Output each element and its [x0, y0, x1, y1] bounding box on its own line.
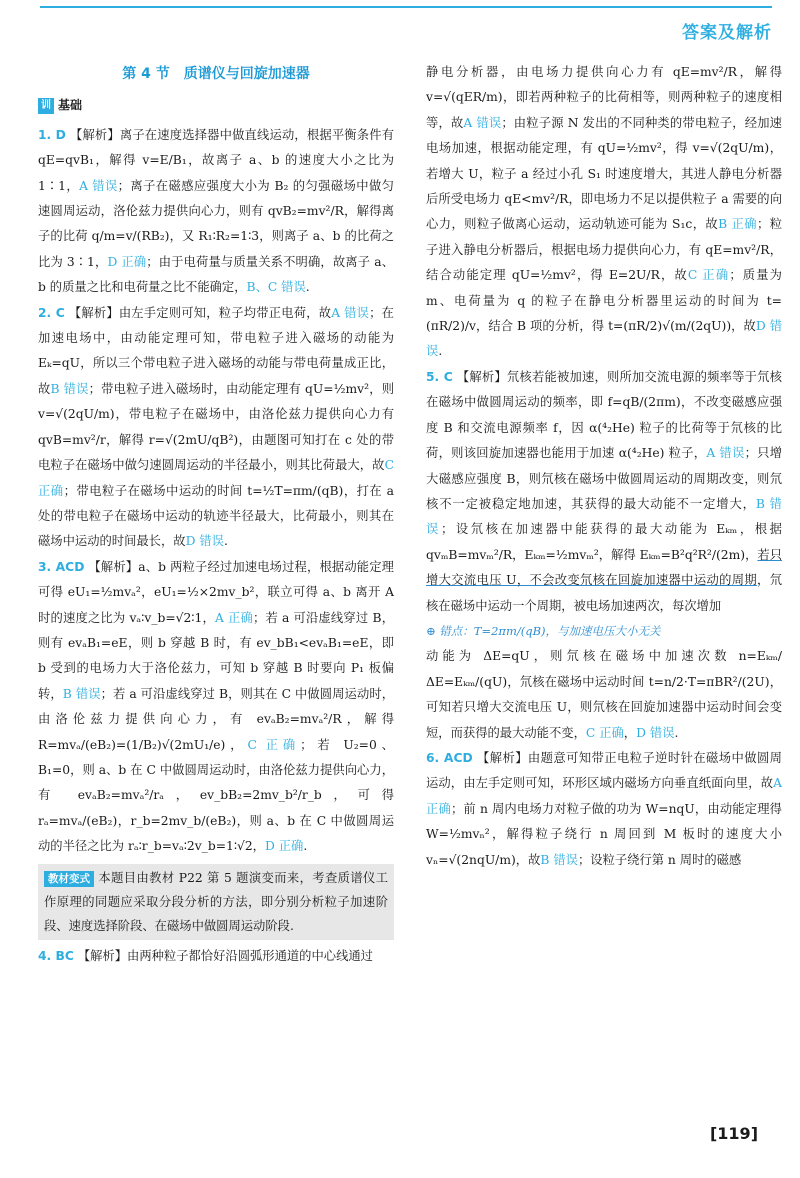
- top-rule: [0, 0, 800, 14]
- answer-item-6: 6. ACD 【解析】由题意可知带正电粒子逆时针在磁场中做圆周运动，由左手定则可知，环形区域内磁场方向垂直纸面向里，故A 正确；前 n 周内电场力对粒子做的功为 W=nqU，由动能定理得 W=½mvₙ²，解得粒子绕行 n 周回到 M 板时的速度大小 vₙ=√(2nqU/m)，故B 错误；设粒子绕行第 n 周时的磁感: [426, 750, 782, 867]
- underlined-key-point: 若只增大交流电压 U，不会改变氘核在回旋加速器中运动的周期: [426, 547, 782, 588]
- tag-box: 训: [38, 98, 54, 114]
- header-title: 答案及解析: [682, 23, 772, 43]
- right-column: [426, 60, 782, 873]
- answer-item-5-cont: 动能为 ΔE=qU，则氘核在磁场中加速次数 n=Eₖₘ/ΔE=Eₖₘ/(qU)，氘核在磁场中运动时间 t=n/2·T=πBR²/(2U)，可知若只增大交流电压 U，则氘核在回旋加速器中运动时间会变短，而获得的最大动能不变，C 正确，D 错误.: [426, 649, 782, 740]
- answer-item-4-cont: 静电分析器，由电场力提供向心力有 qE=mv²/R，解得 v=√(qER/m)，即若两种粒子的比荷相等，则两种粒子的速度相等，故A 错误；由粒子源 N 发出的不同种类的带电粒子，经加速电场加速，根据动能定理，有 qU=½mv²，得 v=√(2qU/m)，若增大 U，粒子 a 经过小孔 S₁ 时速度增大，其进人静电分析器后所受电场力 qE<mv²/R，即电场力不足以提供粒子 a 需要的向心力，则粒子做离心运动，运动轨迹可能为 S₁c，故B 正确；粒子进入静电分析器后，根据电场力提供向心力，有 qE=mv²/R，结合动能定理 qU=½mv²，得 E=2U/R，故C 正确；质量为 m、电荷量为 q 的粒子在静电分析器里运动的时间为 t=(πR/2)/v，结合 B 项的分析，得 t=(πR/2)√(m/(2qU))，故D 错误.: [426, 65, 782, 359]
- basic-tag: [38, 93, 394, 118]
- answer-item-4: 4. BC 【解析】由两种粒子都恰好沿圆弧形通道的中心线通过: [38, 948, 373, 963]
- answer-item-3: 3. ACD 【解析】a、b 两粒子经过加速电场过程，根据动能定理可得 eU₁=½mvₐ²，eU₁=½×2mv_b²，联立可得 a、b 离开 A 时的速度之比为 vₐ∶v_b=√2∶1，A 正确；若 a 可沿虚线穿过 B，则有 evₐB₁=eE，则 b 穿越 B 时，有 ev_bB₁<evₐB₁=eE，即 b 受到的电场力大于洛伦兹力，可知 b 穿越 B 时要向 P₁ 板偏转，B 错误；若 a 可沿虚线穿过 B，则其在 C 中做圆周运动时，由洛伦兹力提供向心力，有 evₐB₂=mvₐ²/R，解得 R=mvₐ/(eB₂)=(1/B₂)√(2mU₁/e)，C 正确；若 U₂=0、B₁=0，则 a、b 在 C 中做圆周运动时，由洛伦兹力提供向心力，有 evₐB₂=mvₐ²/rₐ，ev_bB₂=2mv_b²/r_b，可得 rₐ=mvₐ/(eB₂)，r_b=2mv_b/(eB₂)，则 a、b 在 C 中做圆周运动的半径之比为 rₐ∶r_b=vₐ∶2v_b=1∶√2，D 正确.: [38, 559, 395, 854]
- handwritten-error-note: ⊕ 错点：T=2πm/(qB)，与加速电压大小无关: [426, 623, 661, 638]
- left-column: [38, 60, 394, 969]
- note-tag: 教材变式: [44, 871, 94, 887]
- answer-item-1: 1. D 【解析】离子在速度选择器中做直线运动，根据平衡条件有 qE=qvB₁，解得 v=E/B₁，故离子 a、b 的速度大小之比为 1∶1，A 错误；离子在磁感应强度大小为 B₂ 的匀强磁场中做匀速圆周运动，洛伦兹力提供向心力，则有 qvB₂=mv²/R，解得离子的比荷 q/m=v/(RB₂)，又 R₁∶R₂=1∶3，则离子 a、b 的比荷之比为 3∶1，D 正确；由于电荷量与质量关系不明确，故离子 a、b 的质量之比和电荷量之比不能确定，B、C 错误.: [38, 127, 394, 295]
- page-number: [119]: [709, 1124, 758, 1143]
- answer-item-2: 2. C 【解析】由左手定则可知，粒子均带正电荷，故A 错误；在加速电场中，由动能定理可知，带电粒子进入磁场的动能为 Eₖ=qU，所以三个带电粒子进入磁场的动能与带电荷量成正比，故B 错误；带电粒子进入磁场时，由动能定理有 qU=½mv²，则 v=√(2qU/m)，带电粒子在磁场中，由洛伦兹力提供向心力有 qvB=mv²/r，解得 r=√(2mU/qB²)，由题图可知打在 c 处的带电粒子在磁场中做匀速圆周运动的半径最小，则其比荷最大，故C 正确；带电粒子在磁场中运动的时间 t=½T=πm/(qB)，打在 a 处的带电粒子在磁场中运动的轨迹半径最大，比荷最小，则其在磁场中运动的时间最长，故D 错误.: [38, 305, 394, 549]
- section-title: 第 4 节 质谱仪与回旋加速器: [122, 66, 310, 82]
- textbook-variant-note: [38, 864, 394, 940]
- answer-item-5: 5. C 【解析】氘核若能被加速，则所加交流电源的频率等于氘核在磁场中做圆周运动的频率，即 f=qB/(2πm)，不改变磁感应强度 B 和交流电源频率 f，因 α(⁴₂He) 粒子的比荷等于氘核的比荷，则该回旋加速器也能用于加速 α(⁴₂He) 粒子，A 错误；只增大磁感应强度 B，则氘核在磁场中做圆周运动的周期改变，则氘核不一定被稳定地加速，其获得的最大动能不一定增大，B 错误；设氘核在加速器中能获得的最大动能为 Eₖₘ，根据 qvₘB=mvₘ²/R，Eₖₘ=½mvₘ²，解得 Eₖₘ=B²q²R²/(2m)，若只增大交流电压 U，不会改变氘核在回旋加速器中运动的周期，氘核在磁场中运动一个周期，被电场加速两次，每次增加: [426, 369, 782, 613]
- note-text: 本题目由教材 P22 第 5 题演变而来，考查质谱仪工作原理的同题应采取分段分析的方法，即分别分析粒子加速阶段、速度选择阶段、在磁场中做圆周运动阶段.: [44, 870, 388, 933]
- tag-label: 基础: [58, 98, 83, 113]
